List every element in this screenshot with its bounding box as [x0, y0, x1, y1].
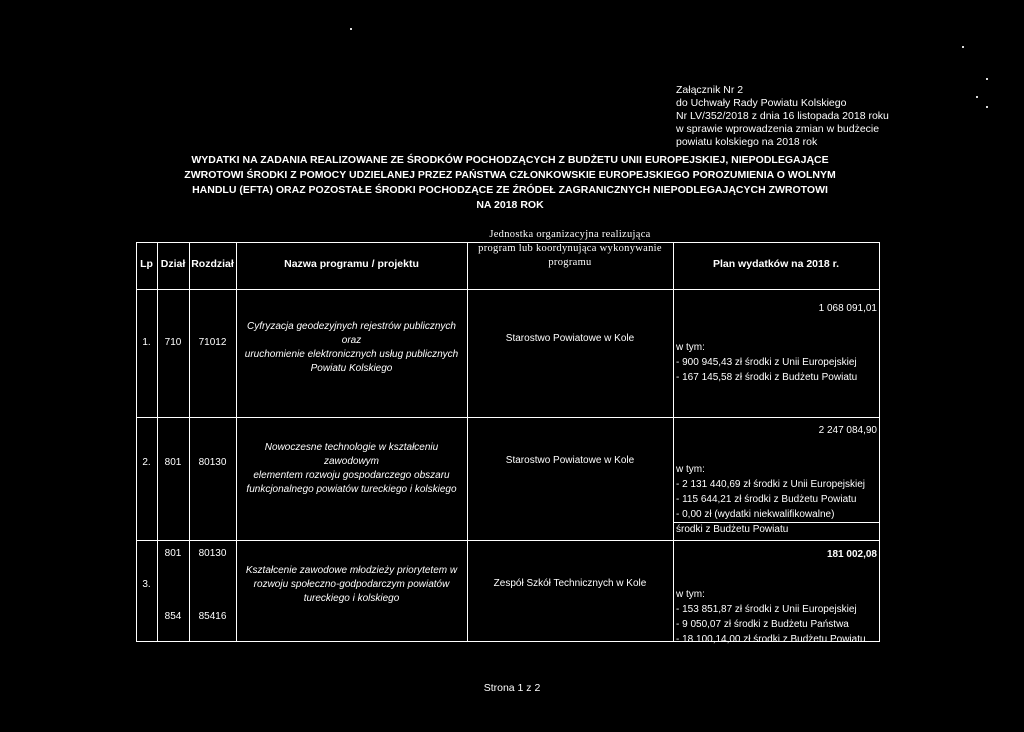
plan-wtym: w tym: — [676, 464, 705, 475]
scan-speck — [986, 78, 988, 80]
scan-speck — [976, 96, 978, 98]
header-dzial: Dział — [160, 258, 186, 270]
nazwa-line: funkcjonalnego powiatów tureckiego i kolskiego — [246, 484, 457, 495]
page-footer: Strona 1 z 2 — [483, 682, 541, 694]
row3-nazwa — [236, 564, 467, 606]
row3-jednostka: Zespół Szkół Technicznych w Kole — [493, 578, 647, 589]
expenditure-table — [136, 229, 880, 645]
header-nazwa: Nazwa programu / projektu — [284, 258, 419, 270]
attachment-line: Nr LV/352/2018 z dnia 16 listopada 2018 roku — [676, 110, 889, 122]
title-line: NA 2018 ROK — [476, 199, 544, 211]
plan-item: - 2 131 440,69 zł środki z Unii Europejskiej — [676, 479, 865, 490]
header-jednostka-line: Jednostka organizacyjna realizująca — [489, 229, 651, 240]
row2-lp: 2. — [142, 457, 151, 468]
header-jednostka — [467, 228, 673, 270]
row2-jednostka: Starostwo Powiatowe w Kole — [505, 455, 635, 466]
row1-nazwa — [236, 320, 467, 376]
row3-dzial-1: 801 — [164, 548, 182, 559]
plan-wtym: w tym: — [676, 342, 705, 353]
row1-total: 1 068 091,01 — [818, 303, 877, 314]
attachment-line: do Uchwały Rady Powiatu Kolskiego — [676, 97, 847, 109]
row-divider — [136, 417, 880, 418]
row2-dzial: 801 — [164, 457, 182, 468]
nazwa-line: elementem rozwoju gospodarczego obszaru — [253, 470, 450, 481]
row1-rozdzial: 71012 — [198, 337, 227, 348]
plan-item: - 0,00 zł (wydatki niekwalifikowalne) — [676, 509, 835, 520]
attachment-note — [676, 84, 889, 149]
row1-plan-breakdown — [676, 340, 857, 385]
title-line: ZWROTOWI ŚRODKI Z POMOCY UDZIELANEJ PRZEZ PAŃSTWA CZŁONKOWSKIE EUROPEJSKIEGO POROZUMIENIA O WOLNYM — [184, 169, 836, 181]
row2-total: 2 247 084,90 — [818, 425, 877, 436]
row1-dzial: 710 — [164, 337, 182, 348]
nazwa-line: Powiatu Kolskiego — [310, 363, 393, 374]
row2-plan-breakdown — [676, 462, 865, 537]
header-rozdzial: Rozdział — [191, 258, 234, 270]
document-title — [140, 153, 880, 213]
header-jednostka-line: program lub koordynująca wykonywanie — [478, 243, 662, 254]
plan-item: środki z Budżetu Powiatu — [676, 524, 789, 535]
column-divider — [157, 242, 158, 642]
row3-lp: 3. — [142, 579, 151, 590]
row3-plan-breakdown — [676, 587, 866, 647]
attachment-line: Załącznik Nr 2 — [676, 84, 744, 96]
row3-total: 181 002,08 — [826, 549, 877, 560]
plan-item: - 9 050,07 zł środki z Budżetu Państwa — [676, 619, 849, 630]
title-line: HANDLU (EFTA) ORAZ POZOSTAŁE ŚRODKI POCHODZĄCE ZE ŹRÓDEŁ ZAGRANICZNYCH NIEPODLEGAJĄCYCH ZWROTOWI — [192, 184, 828, 196]
table-border — [879, 242, 880, 642]
plan-item: - 167 145,58 zł środki z Budżetu Powiatu — [676, 372, 858, 383]
title-line: WYDATKI NA ZADANIA REALIZOWANE ZE ŚRODKÓW POCHODZĄCYCH Z BUDŻETU UNII EUROPEJSKIEJ, NIEPODLEGAJĄCE — [191, 154, 829, 166]
row-divider — [136, 540, 880, 541]
header-lp: Lp — [140, 258, 153, 270]
plan-item: - 153 851,87 zł środki z Unii Europejskiej — [676, 604, 857, 615]
plan-item: - 18 100,14,00 zł środki z Budżetu Powiatu — [676, 634, 866, 645]
row3-rozdzial-1: 80130 — [198, 548, 227, 559]
row3-rozdzial-2: 85416 — [198, 611, 227, 622]
header-jednostka-line: programu — [548, 257, 592, 268]
plan-item: - 115 644,21 zł środki z Budżetu Powiatu — [676, 494, 857, 505]
nazwa-line: Kształcenie zawodowe młodzieży priorytetem w — [245, 565, 458, 576]
nazwa-line: Cyfryzacja geodezyjnych rejestrów publicznych oraz — [247, 321, 456, 346]
row2-rozdzial: 80130 — [198, 457, 227, 468]
row2-nazwa — [236, 441, 467, 497]
header-plan: Plan wydatków na 2018 r. — [712, 258, 840, 270]
row3-dzial-2: 854 — [164, 611, 182, 622]
row1-lp: 1. — [142, 337, 151, 348]
attachment-line: w sprawie wprowadzenia zmian w budżecie — [676, 123, 880, 135]
column-divider — [189, 242, 190, 642]
row1-jednostka: Starostwo Powiatowe w Kole — [505, 333, 635, 344]
plan-wtym: w tym: — [676, 589, 705, 600]
column-divider — [673, 242, 674, 642]
row-divider — [136, 289, 880, 290]
nazwa-line: Nowoczesne technologie w kształceniu zawodowym — [264, 442, 439, 467]
nazwa-line: tureckiego i kolskiego — [303, 593, 400, 604]
plan-item: - 900 945,43 zł środki z Unii Europejskiej — [676, 357, 857, 368]
attachment-line: powiatu kolskiego na 2018 rok — [676, 136, 818, 148]
scan-speck — [350, 28, 352, 30]
scan-speck — [986, 106, 988, 108]
nazwa-line: rozwoju społeczno-godpodarczym powiatów — [253, 579, 450, 590]
scan-speck — [962, 46, 964, 48]
nazwa-line: uruchomienie elektronicznych usług publicznych — [244, 349, 459, 360]
